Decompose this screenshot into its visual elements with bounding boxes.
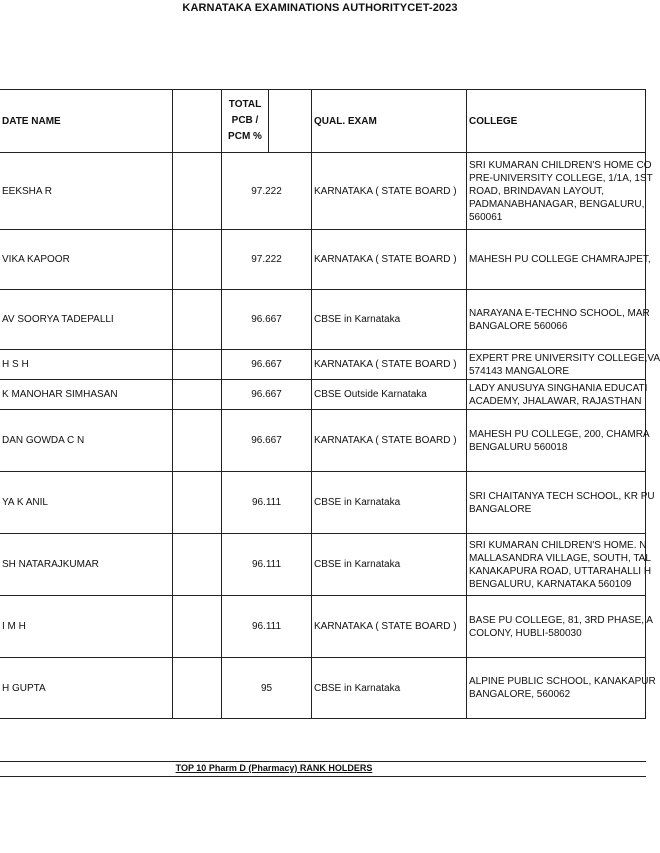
table-row xyxy=(0,290,646,350)
candidate-name: SH NATARAJKUMAR xyxy=(0,534,173,596)
table-row xyxy=(0,380,646,410)
college-cell xyxy=(467,153,653,230)
college-line: SRI KUMARAN CHILDREN'S HOME. N xyxy=(469,539,647,551)
qual-exam: KARNATAKA ( STATE BOARD ) xyxy=(312,230,467,290)
blank-cell xyxy=(173,596,222,658)
score-cell: 96.111 xyxy=(222,472,312,534)
college-cell xyxy=(467,472,655,534)
score-cell: 96.111 xyxy=(222,534,312,596)
college-line: EXPERT PRE UNIVERSITY COLLEGE,VA xyxy=(469,352,660,364)
college-line: ROAD, BRINDAVAN LAYOUT, xyxy=(469,185,605,197)
college-line: 574143 MANGALORE xyxy=(469,365,570,377)
candidate-name: EEKSHA R xyxy=(0,153,173,230)
qual-exam: KARNATAKA ( STATE BOARD ) xyxy=(312,350,467,380)
table-row xyxy=(0,153,646,230)
college-cell xyxy=(467,658,656,719)
college-cell xyxy=(467,230,651,290)
college-line: PADMANABHANAGAR, BENGALURU, xyxy=(469,198,645,210)
college-cell xyxy=(467,350,660,380)
college-line: COLONY, HUBLI-580030 xyxy=(469,627,582,639)
qual-exam: KARNATAKA ( STATE BOARD ) xyxy=(312,410,467,472)
college-line: MALLASANDRA VILLAGE, SOUTH, TAL xyxy=(469,552,651,564)
score-cell: 96.667 xyxy=(222,380,312,410)
college-line: MAHESH PU COLLEGE, 200, CHAMRA xyxy=(469,428,650,440)
qual-exam: CBSE in Karnataka xyxy=(312,658,467,719)
table-row xyxy=(0,350,646,380)
candidate-name: I M H xyxy=(0,596,173,658)
score-cell: 97.222 xyxy=(222,230,312,290)
college-line: SRI KUMARAN CHILDREN'S HOME CO xyxy=(469,159,652,171)
candidate-name: YA K ANIL xyxy=(0,472,173,534)
table-header-row xyxy=(0,90,646,153)
college-line: NARAYANA E-TECHNO SCHOOL, MAR xyxy=(469,307,650,319)
qual-exam: KARNATAKA ( STATE BOARD ) xyxy=(312,153,467,230)
blank-cell xyxy=(173,380,222,410)
header-score: TOTAL PCB / PCM % xyxy=(222,90,269,153)
score-cell: 96.667 xyxy=(222,410,312,472)
header-qual-exam: QUAL. EXAM xyxy=(312,90,467,153)
candidate-name: DAN GOWDA C N xyxy=(0,410,173,472)
blank-cell xyxy=(173,534,222,596)
header-blank xyxy=(173,90,222,153)
page-title: KARNATAKA EXAMINATIONS AUTHORITYCET-2023 xyxy=(182,2,458,14)
table-row xyxy=(0,596,646,658)
college-line: BENGALURU, KARNATAKA 560109 xyxy=(469,578,632,590)
blank-cell xyxy=(173,153,222,230)
score-cell: 96.667 xyxy=(222,290,312,350)
section-title-pharm-d: TOP 10 Pharm D (Pharmacy) RANK HOLDERS xyxy=(175,763,373,773)
college-line: ALPINE PUBLIC SCHOOL, KANAKAPUR xyxy=(469,676,656,687)
college-line: BANGALORE, 560062 xyxy=(469,689,571,700)
college-cell xyxy=(467,380,646,410)
header-name: DATE NAME xyxy=(0,90,173,153)
score-cell: 96.111 xyxy=(222,596,312,658)
college-line: BANGALORE xyxy=(469,503,532,515)
score-cell: 95 xyxy=(222,658,312,719)
blank-cell xyxy=(173,658,222,719)
candidate-name: AV SOORYA TADEPALLI xyxy=(0,290,173,350)
score-cell: 96.667 xyxy=(222,350,312,380)
blank-cell xyxy=(173,230,222,290)
college-line: LADY ANUSUYA SINGHANIA EDUCATI xyxy=(469,382,648,394)
college-cell xyxy=(467,410,650,472)
college-line: PRE-UNIVERSITY COLLEGE, 1/1A, 1ST xyxy=(469,172,653,184)
college-line: KANAKAPURA ROAD, UTTARAHALLI H xyxy=(469,565,652,577)
table-row xyxy=(0,658,646,719)
candidate-name: H S H xyxy=(0,350,173,380)
rank-table xyxy=(0,89,660,719)
candidate-name: K MANOHAR SIMHASAN xyxy=(0,380,173,410)
college-cell xyxy=(467,290,650,350)
college-line: MAHESH PU COLLEGE CHAMRAJPET, xyxy=(469,254,651,265)
qual-exam: CBSE in Karnataka xyxy=(312,472,467,534)
header-college: COLLEGE xyxy=(467,90,646,153)
blank-cell xyxy=(173,290,222,350)
qual-exam: CBSE in Karnataka xyxy=(312,534,467,596)
college-line: 560061 xyxy=(469,211,503,223)
table-row xyxy=(0,230,646,290)
score-cell: 97.222 xyxy=(222,153,312,230)
candidate-name: VIKA KAPOOR xyxy=(0,230,173,290)
qual-exam: CBSE in Karnataka xyxy=(312,290,467,350)
college-line: BASE PU COLLEGE, 81, 3RD PHASE, A xyxy=(469,614,653,626)
table-row xyxy=(0,472,646,534)
qual-exam: CBSE Outside Karnataka xyxy=(312,380,467,410)
college-line: BANGALORE 560066 xyxy=(469,320,568,332)
college-line: ACADEMY, JHALAWAR, RAJASTHAN xyxy=(469,395,642,407)
candidate-name: H GUPTA xyxy=(0,658,173,719)
college-line: BENGALURU 560018 xyxy=(469,441,568,453)
college-cell xyxy=(467,534,652,596)
blank-cell xyxy=(173,410,222,472)
table-row xyxy=(0,410,646,472)
header-blank2 xyxy=(269,90,312,153)
blank-cell xyxy=(173,350,222,380)
blank-cell xyxy=(173,472,222,534)
college-line: SRI CHAITANYA TECH SCHOOL, KR PU xyxy=(469,490,655,502)
qual-exam: KARNATAKA ( STATE BOARD ) xyxy=(312,596,467,658)
table-row xyxy=(0,534,646,596)
college-cell xyxy=(467,596,653,658)
